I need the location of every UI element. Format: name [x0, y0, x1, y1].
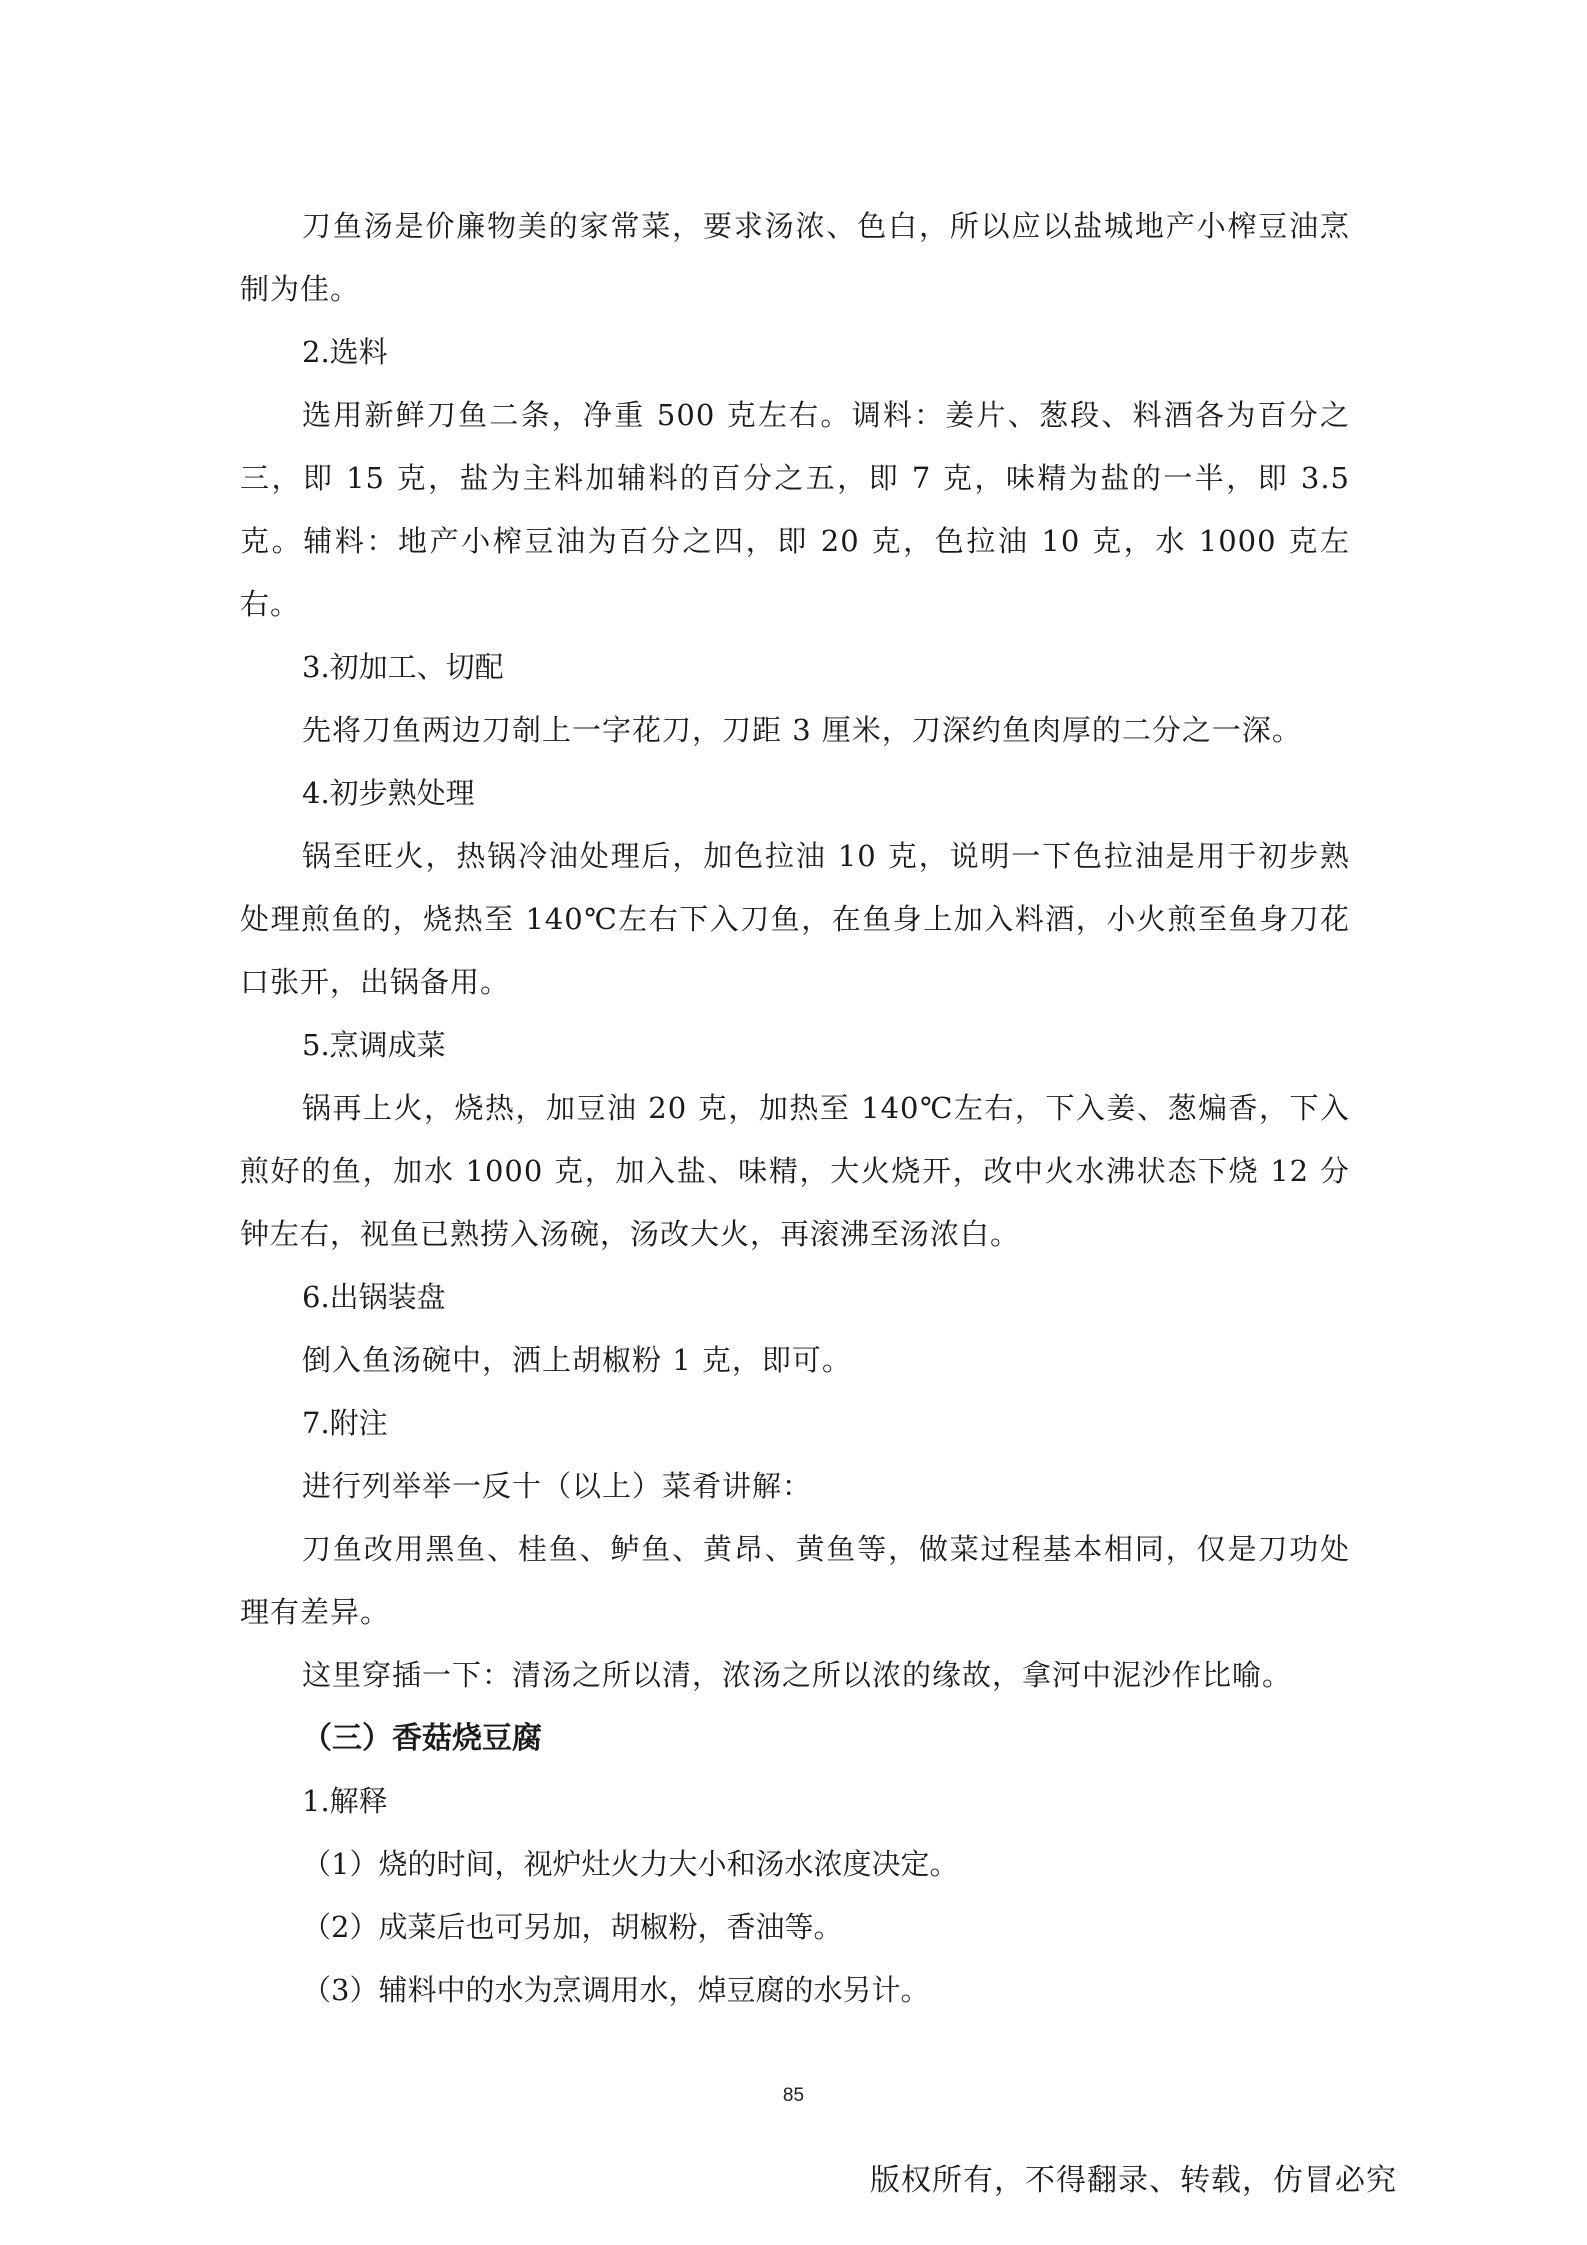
- paragraph-plating: 倒入鱼汤碗中，洒上胡椒粉 1 克，即可。: [302, 1343, 852, 1377]
- section-title-tofu: （三）香菇烧豆腐: [302, 1721, 542, 1756]
- paragraph-precooking: 锅至旺火，热锅冷油处理后，加色拉油 10 克，说明一下色拉油是用于初步熟处理煎鱼的，烧热至 140℃左右下入刀鱼，在鱼身上加入料酒，小火煎至鱼身刀花口张开，出锅备用。: [240, 839, 1350, 999]
- page-number: 85: [782, 2085, 805, 2106]
- heading-notes: 7.附注: [302, 1406, 388, 1440]
- paragraph-selection: 选用新鲜刀鱼二条，净重 500 克左右。调料：姜片、葱段、料酒各为百分之三，即 15 克，盐为主料加辅料的百分之五，即 7 克，味精为盐的一半，即 3.5 克。辅料：地产小榨豆油为百分之四，即 20 克，色拉油 10 克，水 1000 克左右。: [240, 398, 1350, 621]
- page-content: [240, 195, 1350, 2022]
- note-item-3: （3）辅料中的水为烹调用水，焯豆腐的水另计。: [302, 1973, 930, 2007]
- note-item-1: （1）烧的时间，视炉灶火力大小和汤水浓度决定。: [302, 1847, 959, 1881]
- paragraph-notes-b: 刀鱼改用黑鱼、桂鱼、鲈鱼、黄昂、黄鱼等，做菜过程基本相同，仅是刀功处理有差异。: [240, 1532, 1350, 1629]
- heading-selection: 2.选料: [302, 335, 388, 369]
- paragraph-cooking: 锅再上火，烧热，加豆油 20 克，加热至 140℃左右，下入姜、葱煸香，下入煎好的鱼，加水 1000 克，加入盐、味精，大火烧开，改中火水沸状态下烧 12 分钟左右，视鱼已熟捞入汤碗，汤改大火，再滚沸至汤浓白。: [240, 1091, 1350, 1251]
- heading-cooking: 5.烹调成菜: [302, 1028, 446, 1062]
- heading-explanation: 1.解释: [302, 1784, 388, 1818]
- heading-plating: 6.出锅装盘: [302, 1280, 446, 1314]
- copyright-footer: 版权所有，不得翻录、转载，仿冒必究: [870, 2163, 1397, 2198]
- heading-precooking: 4.初步熟处理: [302, 776, 475, 810]
- paragraph-notes-c: 这里穿插一下：清汤之所以清，浓汤之所以浓的缘故，拿河中泥沙作比喻。: [302, 1658, 1293, 1692]
- paragraph-notes-a: 进行列举举一反十（以上）菜肴讲解：: [302, 1469, 813, 1503]
- paragraph-intro: 刀鱼汤是价廉物美的家常菜，要求汤浓、色白，所以应以盐城地产小榨豆油烹制为佳。: [240, 209, 1350, 306]
- heading-preparation: 3.初加工、切配: [302, 650, 504, 684]
- note-item-2: （2）成菜后也可另加，胡椒粉，香油等。: [302, 1910, 843, 1944]
- paragraph-preparation: 先将刀鱼两边刀剞上一字花刀，刀距 3 厘米，刀深约鱼肉厚的二分之一深。: [302, 713, 1302, 747]
